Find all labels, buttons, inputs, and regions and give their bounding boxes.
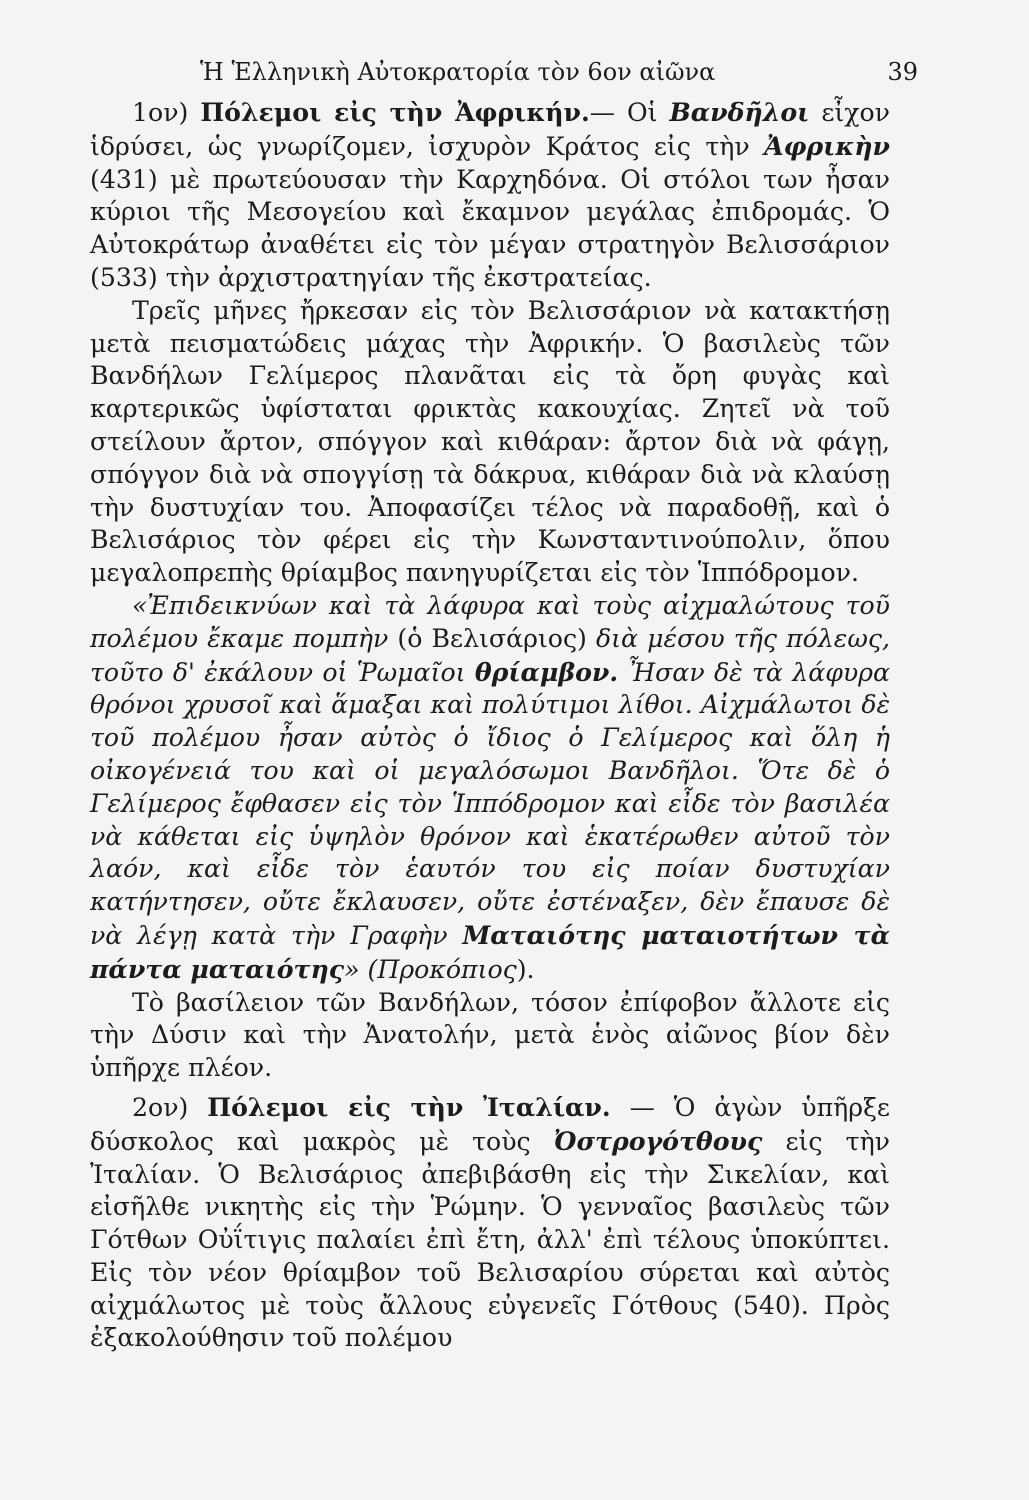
running-title: Ἡ Ἑλληνικὴ Αὐτοκρατορία τὸν 6ον αἰῶνα: [200, 58, 716, 86]
emphasis-vanity: Ματαιότης ματαιοτήτων τὰ πάντα ματαιότης: [90, 919, 890, 984]
paragraph-vandal-end: Τὸ βασίλειον τῶν Βανδήλων, τόσον ἐπίφοβον ἄλλοτε εἰς τὴν Δύσιν καὶ τὴν Ἀνατολήν, μετὰ ἑνὸς αἰῶνος βίον δὲν ὑπῆρχε πλέον.: [90, 987, 890, 1083]
text-run: — Οἱ: [589, 98, 670, 127]
emphasis-ostrogoths: Ὀστρογότθους: [553, 1125, 763, 1156]
emphasis-africa: Ἀφρικὴν: [764, 130, 890, 161]
emphasis-triumph: θρίαμβον.: [474, 656, 619, 687]
text-run: ).: [516, 954, 535, 984]
running-header: [200, 58, 918, 96]
paragraph-italy-war: [90, 1091, 890, 1355]
text-run: διὰ μέσου τῆς πόλεως, τοῦτο δ' ἐκάλουν οἱ Ῥωμαῖοι: [90, 623, 890, 687]
paragraph-africa-war: [90, 96, 890, 295]
citation-procopius: Προκόπιος: [377, 954, 517, 984]
quotation-procopius: [90, 590, 890, 987]
text-run: » (: [344, 954, 378, 984]
emphasis-vandals: Βανδῆλοι: [669, 97, 810, 127]
page-number: 39: [887, 58, 918, 86]
text-run: εἰς τὴν Ἰταλίαν. Ὁ Βελισάριος ἀπεβιβάσθη εἰς τὴν Σικελίαν, καὶ εἰσῆλθε νικητὴς εἰς τὴν Ῥώμην. Ὁ γενναῖος βασιλεὺς τῶν Γότθων Οὐΐτιγις παλαίει ἐπὶ ἔτη, ἀλλ' ἐπὶ τέλους ὑποκύπτει. Εἰς τὸν νέον θρίαμβον τοῦ Βελισαρίου σύρεται καὶ αὐτὸς αἰχμάλωτος μὲ τοὺς ἄλλους εὐγενεῖς Γότθους (540). Πρὸς ἐξακολούθησιν τοῦ πολέμου: [90, 1126, 890, 1353]
text-run: — Ὁ ἀγὼν ὑπῆρξε δύσκολος καὶ μακρὸς μὲ τοὺς: [90, 1092, 890, 1156]
text-run: εἶχον ἱδρύσει, ὡς γνωρίζομεν, ἰσχυρὸν Κράτος εἰς τὴν: [90, 98, 890, 161]
section-marker: 2ον): [132, 1092, 189, 1122]
paragraph-conquest: Τρεῖς μῆνες ἤρκεσαν εἰς τὸν Βελισσάριον νὰ κατακτήσῃ μετὰ πεισματώδεις μάχας τὴν Ἀφρικήν. Ὁ βασιλεὺς τῶν Βανδήλων Γελίμερος πλανᾶται εἰς τὰ ὄρη φυγὰς καὶ καρτερικῶς ὑφίσταται φρικτὰς κακουχίας. Ζητεῖ νὰ τοῦ στείλουν ἄρτον, σπόγγον καὶ κιθάραν: ἄρτον διὰ νὰ φάγῃ, σπόγγον διὰ νὰ σπογγίσῃ τὰ δάκρυα, κιθάραν διὰ νὰ κλαύσῃ τὴν δυστυχίαν του. Ἀποφασίζει τέλος νὰ παραδοθῇ, καὶ ὁ Βελισάριος τὸν φέρει εἰς τὴν Κωνσταντινούπολιν, ὅπου μεγαλοπρεπὴς θρίαμβος πανηγυρίζεται εἰς τὸν Ἱππόδρομον.: [90, 295, 890, 588]
section-marker: 1ον): [132, 98, 189, 127]
text-run: Ἦσαν δὲ τὰ λάφυρα θρόνοι χρυσοῖ καὶ ἅμαξαι καὶ πολύτιμοι λίθοι. Αἰχμάλωτοι δὲ τοῦ πολέμου ἦσαν αὐτὸς ὁ ἴδιος ὁ Γελίμερος καὶ ὅλη ἡ οἰκογένειά του καὶ οἱ μεγαλόσωμοι Βανδῆλοι. Ὅτε δὲ ὁ Γελίμερος ἔφθασεν εἰς τὸν Ἱππόδρομον καὶ εἶδε τὸν βασιλέα νὰ κάθεται εἰς ὑψηλὸν θρόνον καὶ ἑκατέρωθεν αὐτοῦ τὸν λαόν, καὶ εἶδε τὸν ἑαυτόν του εἰς ποίαν δυστυχίαν κατήντησεν, οὔτε ἔκλαυσεν, οὔτε ἐστέναξεν, δὲν ἔπαυσε δὲ νὰ λέγῃ κατὰ τὴν Γραφὴν: [90, 657, 890, 950]
section-heading: Πόλεμοι εἰς τὴν Ἰταλίαν.: [207, 1091, 611, 1122]
page: [90, 58, 918, 1355]
section-heading: Πόλεμοι εἰς τὴν Ἀφρικήν.: [200, 97, 590, 127]
text-run: «Ἐπιδεικνύων καὶ τὰ λάφυρα καὶ τοὺς αἰχμαλώτους τοῦ πολέμου ἔκαμε πομπὴν: [90, 590, 890, 653]
text-run: (431) μὲ πρωτεύουσαν τὴν Καρχηδόνα. Οἱ στόλοι των ἦσαν κύριοι τῆς Μεσογείου καὶ ἔκαμνον μεγάλας ἐπιδρομάς. Ὁ Αὐτοκράτωρ ἀναθέτει εἰς τὸν μέγαν στρατηγὸν Βελισσάριον (533) τὴν ἀρχιστρατηγίαν τῆς ἐκστρατείας.: [90, 164, 890, 292]
text-run: (ὁ Βελισάριος): [397, 623, 587, 653]
